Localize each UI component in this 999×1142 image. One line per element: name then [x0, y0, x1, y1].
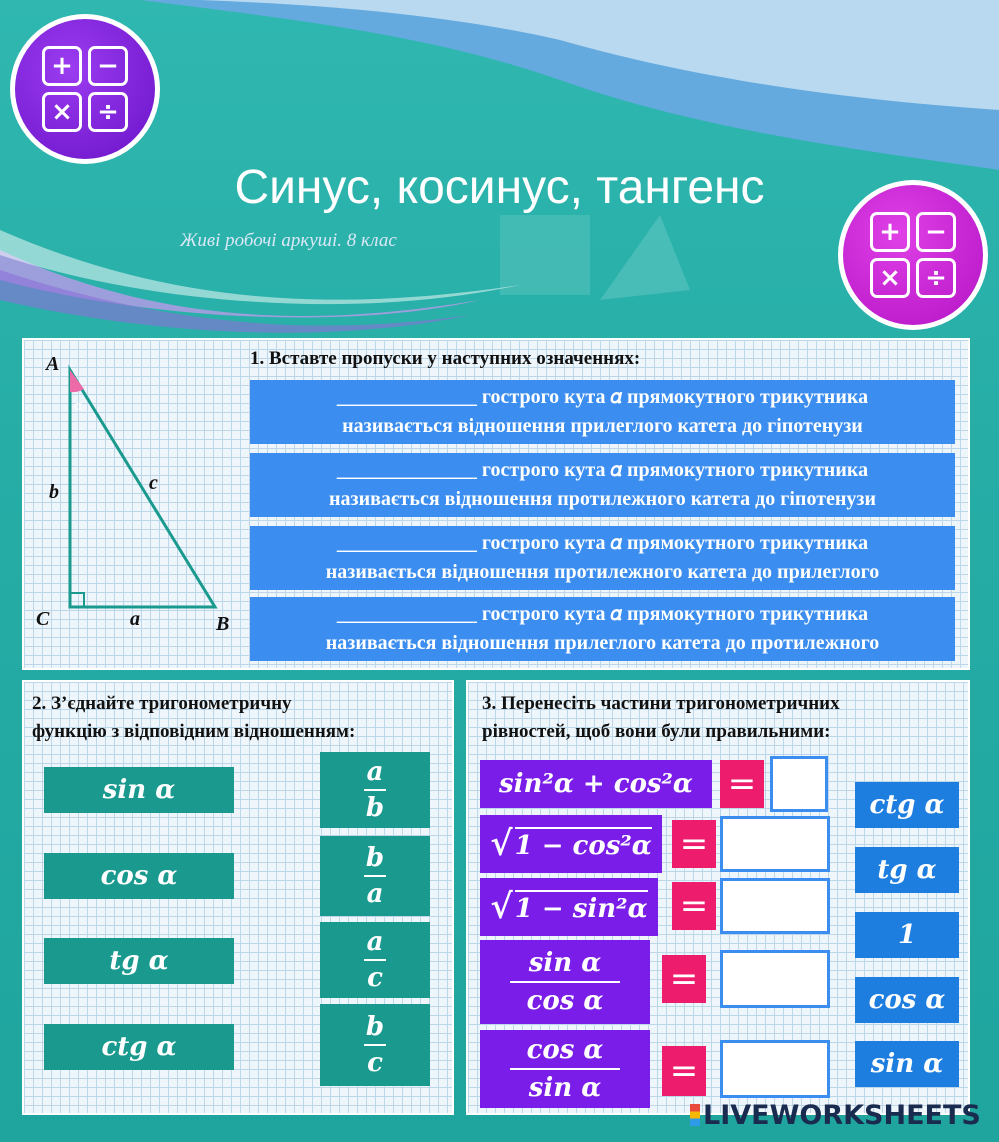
- ratio-denominator: b: [365, 793, 385, 823]
- watermark-text: LIVEWORKSHEETS: [703, 1100, 981, 1131]
- answer-drop-zone-5[interactable]: [720, 1040, 830, 1098]
- answer-tg[interactable]: tg α: [855, 847, 959, 893]
- ratio-b-over-a[interactable]: [320, 836, 430, 916]
- equals-sign: =: [720, 760, 764, 808]
- side-a-label: a: [130, 608, 140, 630]
- task3-title: [482, 690, 840, 746]
- answer-drop-zone-3[interactable]: [720, 878, 830, 934]
- right-angle-mark: [70, 593, 84, 607]
- ratio-numerator: a: [366, 927, 384, 957]
- task2-title: [32, 690, 355, 746]
- ratio-numerator: a: [366, 757, 384, 787]
- definition-tg[interactable]: [250, 526, 955, 590]
- ratio-numerator: b: [365, 1012, 385, 1042]
- answer-drop-zone-4[interactable]: [720, 950, 830, 1008]
- divide-icon: ÷: [916, 258, 956, 298]
- liveworksheets-watermark: [690, 1100, 981, 1131]
- function-ctg[interactable]: ctg α: [44, 1024, 234, 1070]
- answer-ctg[interactable]: ctg α: [855, 782, 959, 828]
- answer-one[interactable]: 1: [855, 912, 959, 958]
- ratio-denominator: c: [367, 1048, 383, 1078]
- vertex-c-label: C: [36, 608, 50, 630]
- function-cos[interactable]: cos α: [44, 853, 234, 899]
- answer-cos[interactable]: cos α: [855, 977, 959, 1023]
- equals-sign: =: [672, 882, 716, 930]
- multiply-icon: ×: [42, 92, 82, 132]
- equals-sign: =: [672, 820, 716, 868]
- definition-line: ______________ гострого кута 𝛼 прямокутного трикутника: [336, 603, 869, 625]
- expression-sin-over-cos[interactable]: [480, 940, 650, 1024]
- minus-icon: −: [88, 46, 128, 86]
- answer-drop-zone-2[interactable]: [720, 816, 830, 872]
- page-subtitle: Живі робочі аркуші. 8 клас: [180, 230, 397, 251]
- definition-sin[interactable]: [250, 453, 955, 517]
- side-c-label: c: [149, 472, 158, 494]
- task2-title-line: 2. З’єднайте тригонометричну: [32, 693, 292, 714]
- task2-title-line: функцію з відповідним відношенням:: [32, 721, 356, 742]
- expression-sqrt-1-minus-sin2[interactable]: [480, 878, 658, 936]
- ratio-b-over-c[interactable]: [320, 1004, 430, 1086]
- math-operations-logo-left: [10, 14, 160, 164]
- page-title: Синус, косинус, тангенс: [234, 161, 765, 214]
- expression-numerator: sin α: [528, 948, 602, 978]
- ratio-a-over-b[interactable]: [320, 752, 430, 828]
- plus-icon: +: [42, 46, 82, 86]
- definition-line: ______________ гострого кута 𝛼 прямокутного трикутника: [336, 532, 869, 554]
- right-triangle-diagram: [22, 340, 247, 640]
- vertex-a-label: A: [46, 353, 60, 375]
- task3-title-line: 3. Перенесіть частини тригонометричних: [482, 693, 840, 714]
- divide-icon: ÷: [88, 92, 128, 132]
- expression-text: 1 − sin²α: [515, 890, 648, 924]
- definition-cos[interactable]: [250, 380, 955, 444]
- answer-drop-zone-1[interactable]: [770, 756, 828, 812]
- function-sin[interactable]: sin α: [44, 767, 234, 813]
- definition-line: називається відношення протилежного катета до прилеглого: [325, 561, 880, 583]
- definition-line: ______________ гострого кута 𝛼 прямокутного трикутника: [336, 386, 869, 408]
- radical-sign: √: [490, 824, 513, 864]
- plus-icon: +: [870, 212, 910, 252]
- ratio-denominator: a: [366, 879, 384, 909]
- definition-ctg[interactable]: [250, 597, 955, 661]
- definition-line: називається відношення прилеглого катета до гіпотенузи: [342, 415, 863, 437]
- expression-text: 1 − cos²α: [515, 827, 652, 861]
- definition-line: називається відношення прилеглого катета до протилежного: [325, 632, 880, 654]
- task1-title: 1. Вставте пропуски у наступних означеннях:: [250, 348, 641, 369]
- multiply-icon: ×: [870, 258, 910, 298]
- expression-cos-over-sin[interactable]: [480, 1030, 650, 1108]
- expression-denominator: sin α: [528, 1073, 602, 1103]
- expression-denominator: cos α: [526, 986, 604, 1016]
- angle-alpha-label: α: [74, 399, 83, 414]
- side-b-label: b: [49, 481, 59, 503]
- radical-sign: √: [490, 887, 513, 927]
- liveworksheets-logo-icon: [690, 1104, 700, 1126]
- vertex-b-label: B: [216, 613, 230, 635]
- expression-numerator: cos α: [526, 1035, 604, 1065]
- expression-sqrt-1-minus-cos2[interactable]: [480, 815, 662, 873]
- expression-sin2-plus-cos2[interactable]: sin²α + cos²α: [480, 760, 712, 808]
- answer-sin[interactable]: sin α: [855, 1041, 959, 1087]
- minus-icon: −: [916, 212, 956, 252]
- angle-alpha-mark: [70, 370, 84, 392]
- equals-sign: =: [662, 1046, 706, 1096]
- ratio-numerator: b: [365, 843, 385, 873]
- function-tg[interactable]: tg α: [44, 938, 234, 984]
- equals-sign: =: [662, 955, 706, 1003]
- task3-title-line: рівностей, щоб вони були правильними:: [482, 721, 831, 742]
- ratio-a-over-c[interactable]: [320, 922, 430, 998]
- definition-line: ______________ гострого кута 𝛼 прямокутного трикутника: [336, 459, 869, 481]
- triangle-shape: [70, 370, 215, 607]
- definition-line: називається відношення протилежного катета до гіпотенузи: [329, 488, 876, 510]
- ratio-denominator: c: [367, 963, 383, 993]
